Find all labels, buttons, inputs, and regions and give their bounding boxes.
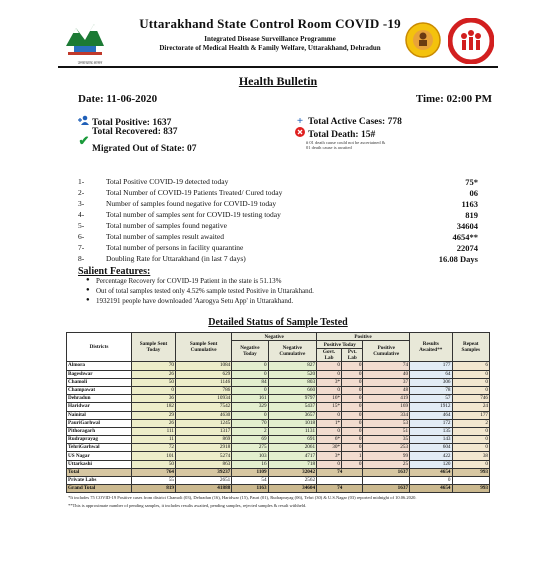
summary-cell: 993 <box>452 468 489 476</box>
table-cell: 0 <box>342 362 363 370</box>
list-item: 5- Total number of samples found negative 34604 <box>78 221 478 231</box>
table-cell: 1 <box>342 452 363 460</box>
table-cell: 51 <box>363 427 410 435</box>
table-cell: 40 <box>363 370 410 378</box>
col-districts: Districts <box>67 333 132 362</box>
table-cell: 253 <box>363 444 410 452</box>
nhm-logo <box>448 18 494 64</box>
table-cell: 120 <box>410 460 452 468</box>
table-cell: 84 <box>232 378 268 386</box>
table-cell: 15* <box>317 403 342 411</box>
table-cell: 10934 <box>176 395 232 403</box>
table-cell: 0 <box>132 386 176 394</box>
summary-cell: 764 <box>132 468 176 476</box>
summary-cell: 4654 <box>410 468 452 476</box>
table-cell: 0 <box>232 411 268 419</box>
summary-label: Private Labs <box>67 477 132 485</box>
header-subtitle: Integrated Disease Surveillance Programme <box>204 35 336 43</box>
table-cell: 38 <box>452 452 489 460</box>
table-cell: 0 <box>452 386 489 394</box>
table-cell: 11 <box>132 436 176 444</box>
table-cell: 101 <box>132 452 176 460</box>
table-cell: 53 <box>363 419 410 427</box>
table-cell: 0 <box>342 460 363 468</box>
table-cell: 143 <box>410 436 452 444</box>
table-cell: 0 <box>452 370 489 378</box>
salient-features-title: Salient Features: <box>78 266 151 277</box>
table-cell: 863 <box>176 460 232 468</box>
table-row <box>67 419 490 427</box>
district-name: Nainital <box>67 411 132 419</box>
death-note: # 01 death cause could not be ascertained & 01 death cause is awaited <box>306 140 386 150</box>
table-cell: 111 <box>132 427 176 435</box>
indicator-list <box>58 177 498 265</box>
table-row <box>67 436 490 444</box>
table-cell: 2 <box>452 419 489 427</box>
summary-cell <box>317 477 363 485</box>
header-divider <box>58 66 498 68</box>
table-cell: 30* <box>317 444 342 452</box>
summary-stats <box>58 115 498 175</box>
summary-cell: 39237 <box>176 468 232 476</box>
table-cell: 69 <box>232 436 268 444</box>
col-negative-cumulative: Negative Cumulative <box>268 341 316 362</box>
col-sent-today: Sample Sent Today <box>132 333 176 362</box>
table-cell: 6* <box>317 436 342 444</box>
table-cell: 25 <box>363 460 410 468</box>
stat-total-positive: Total Positive: 1637 <box>78 115 171 128</box>
summary-cell: 34604 <box>268 485 316 493</box>
table-cell: 0 <box>452 444 489 452</box>
list-item: 4- Total number of samples sent for COVID-19 testing today 819 <box>78 210 478 220</box>
total-row <box>67 468 490 476</box>
table-row <box>67 411 490 419</box>
table-cell: 5437 <box>268 403 316 411</box>
table-cell: 37 <box>363 378 410 386</box>
summary-cell: 819 <box>132 485 176 493</box>
x-circle-icon <box>294 127 306 140</box>
summary-cell: 4654 <box>410 485 452 493</box>
district-name: TehriGarhwal <box>67 444 132 452</box>
table-cell: 3* <box>317 378 342 386</box>
table-row <box>67 403 490 411</box>
table-cell: 35 <box>363 436 410 444</box>
table-cell: 9797 <box>268 395 316 403</box>
table-cell: 3* <box>317 452 342 460</box>
plus-icon: + <box>296 115 304 127</box>
list-item: 8- Doubling Rate for Uttarakhand (in last 7 days) 16.08 Days <box>78 254 478 264</box>
table-cell: 0 <box>452 436 489 444</box>
header <box>58 14 498 72</box>
table-cell: 5274 <box>176 452 232 460</box>
stat-active-cases: + Total Active Cases: 778 <box>294 115 402 127</box>
col-pvt-lab: Pvt. Lab <box>342 349 363 362</box>
list-item: 7- Total number of persons in facility quarantine 22074 <box>78 243 478 253</box>
table-cell: 0 <box>317 370 342 378</box>
uttarakhand-emblem-logo <box>60 16 110 65</box>
table-cell: 1245 <box>176 419 232 427</box>
list-item: 2- Total Number of COVID-19 Patients Treated/ Cured today 06 <box>78 188 478 198</box>
table-cell: 520 <box>268 370 316 378</box>
summary-cell: 1637 <box>363 468 410 476</box>
bulletin-time: Time: 02:00 PM <box>415 93 492 105</box>
table-cell: 0 <box>342 411 363 419</box>
grand-total-row <box>67 485 490 493</box>
table-cell: 99 <box>363 452 410 460</box>
table-row <box>67 395 490 403</box>
table-cell: 1912 <box>410 403 452 411</box>
col-results-awaited: Results Awaited** <box>410 333 452 362</box>
district-name: Almora <box>67 362 132 370</box>
summary-label: Total <box>67 468 132 476</box>
table-cell: 0 <box>342 395 363 403</box>
summary-label: Grand Total <box>67 485 132 493</box>
table-cell: 7542 <box>176 403 232 411</box>
district-name: Champawat <box>67 386 132 394</box>
table-cell: 50 <box>132 460 176 468</box>
table-cell: 48 <box>363 386 410 394</box>
district-name: Dehradun <box>67 395 132 403</box>
footnote: *It includes 75 COVID-19 Positive cases from district Chamoli (03), Dehradun (16), Haridwar (15), Pauri (01), Rudraprayag (06), Tehri (30) & U.S.Nagar (03) reported midnight of 10.06.2020. <box>68 495 417 501</box>
col-sent-cumulative: Sample Sent Cumulative <box>176 333 232 362</box>
district-name: Chamoli <box>67 378 132 386</box>
summary-cell: 2562 <box>268 477 316 485</box>
salient-item: ● 1932191 people have downloaded 'Aarogya Setu App' in Uttarakhand. <box>96 297 498 307</box>
table-row <box>67 378 490 386</box>
table-cell: 0 <box>342 436 363 444</box>
table-cell: 1146 <box>176 378 232 386</box>
table-cell: 629 <box>176 370 232 378</box>
table-cell: 1084 <box>176 362 232 370</box>
table-cell: 64 <box>410 370 452 378</box>
table-cell: 306 <box>410 378 452 386</box>
summary-cell <box>363 477 410 485</box>
table-cell: 169 <box>363 403 410 411</box>
table-cell: 24 <box>452 403 489 411</box>
govt-seal-logo <box>404 20 442 60</box>
table-cell: 1* <box>317 419 342 427</box>
table-cell: 786 <box>176 386 232 394</box>
list-item: 6- Total number of samples result awaited 4654** <box>78 232 478 242</box>
district-name: Haridwar <box>67 403 132 411</box>
table-cell: 329 <box>232 403 268 411</box>
table-cell: 419 <box>363 395 410 403</box>
stat-total-death: Total Death: 15# <box>294 127 375 140</box>
summary-cell: 74 <box>317 485 363 493</box>
table-cell: 1131 <box>268 427 316 435</box>
table-row <box>67 427 490 435</box>
table-cell: 177 <box>452 411 489 419</box>
summary-cell: 0 <box>410 477 452 485</box>
col-govt-lab: Govt. Lab <box>317 349 342 362</box>
table-cell: 0 <box>342 378 363 386</box>
table-cell: 135 <box>410 427 452 435</box>
table-cell: 0 <box>342 386 363 394</box>
table-cell: 6 <box>452 362 489 370</box>
table-cell: 172 <box>410 419 452 427</box>
table-row <box>67 362 490 370</box>
table-cell: 0 <box>317 411 342 419</box>
table-cell: 0 <box>342 419 363 427</box>
private-labs-row <box>67 477 490 485</box>
table-cell: 29 <box>132 411 176 419</box>
sample-status-table <box>66 332 490 493</box>
district-name: Uttarkashi <box>67 460 132 468</box>
table-cell: 2061 <box>268 444 316 452</box>
table-cell: 4717 <box>268 452 316 460</box>
table-cell: 0 <box>342 370 363 378</box>
summary-cell <box>452 477 489 485</box>
table-row <box>67 452 490 460</box>
summary-cell: 1109 <box>232 468 268 476</box>
district-name: Bageshwar <box>67 370 132 378</box>
col-positive-today: Positive Today <box>317 341 363 349</box>
summary-cell: 2651 <box>176 477 232 485</box>
table-cell: 0 <box>342 427 363 435</box>
table-row <box>67 370 490 378</box>
emblem-caption: उत्तराखण्ड शासन <box>77 60 103 65</box>
district-name: Pithoragarh <box>67 427 132 435</box>
table-cell: 827 <box>268 362 316 370</box>
table-cell: 1317 <box>176 427 232 435</box>
salient-item: ● Out of total samples tested only 4.52% sample tested Positive in Uttarakhand. <box>96 287 498 297</box>
summary-cell: 1163 <box>232 485 268 493</box>
table-cell: 16* <box>317 395 342 403</box>
bulletin-date: Date: 11-06-2020 <box>78 93 158 105</box>
bulletin-title: Health Bulletin <box>238 74 318 88</box>
table-cell: 0 <box>452 427 489 435</box>
table-cell: 1018 <box>268 419 316 427</box>
table-cell: 660 <box>268 386 316 394</box>
table-cell: 2 <box>232 427 268 435</box>
table-cell: 78 <box>410 386 452 394</box>
district-name: US Nagar <box>67 452 132 460</box>
summary-cell: 41888 <box>176 485 232 493</box>
table-cell: 869 <box>176 436 232 444</box>
col-negative-today: Negative Today <box>232 341 268 362</box>
table-cell: 0 <box>342 403 363 411</box>
table-cell: 16 <box>232 460 268 468</box>
table-cell: 691 <box>268 436 316 444</box>
bulletin-page <box>58 14 498 574</box>
table-cell: 4630 <box>176 411 232 419</box>
table-cell: 0 <box>232 362 268 370</box>
table-cell: 0 <box>232 370 268 378</box>
table-cell: 70 <box>132 362 176 370</box>
list-item: 1- Total Positive COVID-19 detected today 75* <box>78 177 478 187</box>
district-name: PauriGarhwal <box>67 419 132 427</box>
list-item: 3- Number of samples found negative for COVID-19 today 1163 <box>78 199 478 209</box>
check-icon: ✔ <box>78 133 90 148</box>
table-cell: 36 <box>132 395 176 403</box>
table-cell: 161 <box>232 395 268 403</box>
table-cell: 0 <box>452 460 489 468</box>
table-cell: 0 <box>232 386 268 394</box>
table-cell: 334 <box>363 411 410 419</box>
summary-cell: 74 <box>317 468 363 476</box>
col-negative-group: Negative <box>232 333 317 341</box>
summary-cell: 993 <box>452 485 489 493</box>
summary-cell: 55 <box>132 477 176 485</box>
col-positive-cumulative: Positive Cumulative <box>363 341 410 362</box>
stat-total-recovered: Total Recovered: 837 <box>92 127 178 137</box>
summary-cell: 32042 <box>268 468 316 476</box>
table-cell: 103 <box>232 452 268 460</box>
table-cell: 72 <box>132 444 176 452</box>
table-cell: 182 <box>132 403 176 411</box>
summary-cell: 54 <box>232 477 268 485</box>
table-row <box>67 386 490 394</box>
table-cell: 275 <box>232 444 268 452</box>
table-cell: 422 <box>410 452 452 460</box>
district-name: Rudraprayag <box>67 436 132 444</box>
table-title: Detailed Status of Sample Tested <box>208 317 348 328</box>
table-cell: 464 <box>410 411 452 419</box>
table-cell: 803 <box>268 378 316 386</box>
table-cell: 0 <box>342 444 363 452</box>
salient-item: ● Percentage Recovery for COVID-19 Patient in the state is 51.13% <box>96 277 498 287</box>
header-directorate: Directorate of Medical Health & Family Welfare, Uttarakhand, Dehradun <box>159 44 381 52</box>
table-cell: 604 <box>410 444 452 452</box>
table-cell: 0 <box>317 460 342 468</box>
col-repeat-samples: Repeat Samples <box>452 333 489 362</box>
table-cell: 0 <box>317 362 342 370</box>
table-cell: 74 <box>363 362 410 370</box>
table-cell: 718 <box>268 460 316 468</box>
page-title: Uttarakhand State Control Room COVID -19 <box>139 16 401 31</box>
table-cell: 50 <box>132 378 176 386</box>
footnote: **This is approximate number of pending samples, it includes results awaited, pending samples, rejected samples & result withheld. <box>68 502 307 508</box>
table-cell: 2918 <box>176 444 232 452</box>
table-row <box>67 460 490 468</box>
col-positive-group: Positive <box>317 333 410 341</box>
table-cell: 0 <box>317 386 342 394</box>
table-cell: 0 <box>317 427 342 435</box>
table-cell: 0 <box>452 378 489 386</box>
table-cell: 57 <box>410 395 452 403</box>
table-cell: 3657 <box>268 411 316 419</box>
summary-cell: 1637 <box>363 485 410 493</box>
table-cell: 26 <box>132 370 176 378</box>
stat-migrated: ✔Migrated Out of State: 07 <box>78 133 197 154</box>
table-cell: 746 <box>452 395 489 403</box>
table-row <box>67 444 490 452</box>
date-time-row <box>58 93 498 111</box>
table-cell: 70 <box>232 419 268 427</box>
table-cell: 177 <box>410 362 452 370</box>
table-cell: 26 <box>132 419 176 427</box>
